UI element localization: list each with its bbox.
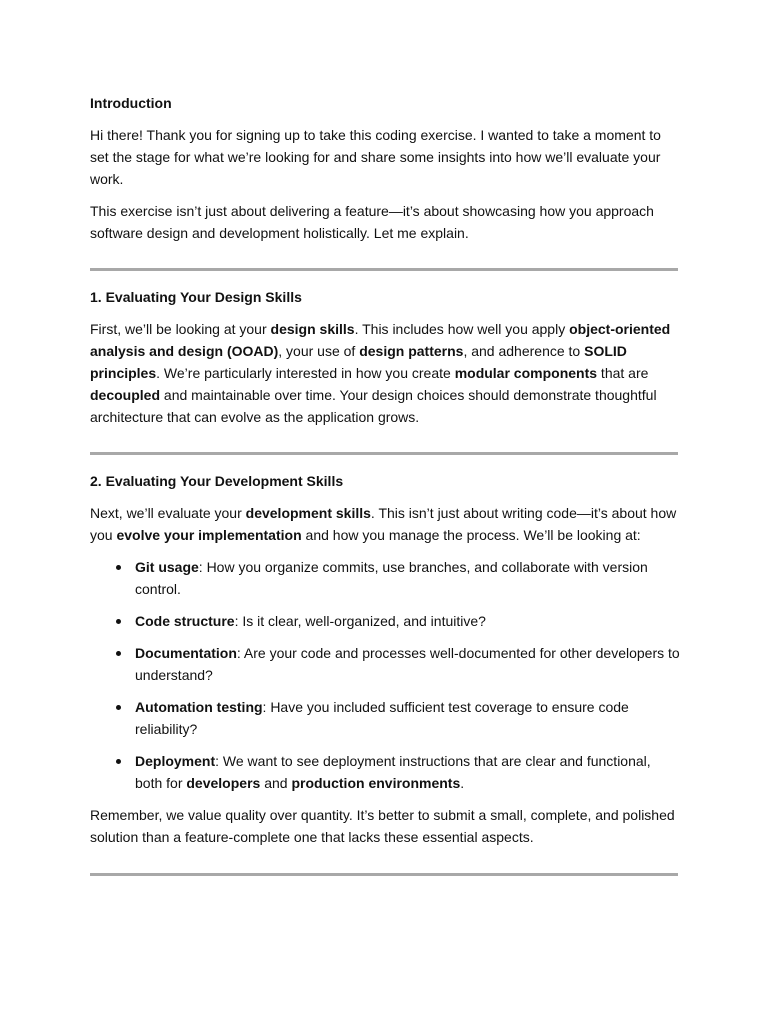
development-text: . This isn’t just about writing code—it’s about how you [90,505,677,543]
evolve-implementation-term: evolve your implementation [116,527,302,543]
design-heading: 1. Evaluating Your Design Skills [90,289,302,305]
section-divider [90,873,678,876]
list-item-term: developers [186,775,261,791]
design-text: First, we’ll be looking at your [90,321,271,337]
bullet-icon [116,565,121,570]
design-text: . We’re particularly interested in how you create [156,365,455,381]
list-item-text: : Have you included sufficient test coverage to ensure code reliability? [135,699,629,737]
list-item-text: : We want to see deployment instructions that are clear and functional, both for [135,753,651,791]
modular-components-term: modular components [454,365,598,381]
list-item-term: Code structure [135,613,235,629]
design-patterns-term: design patterns [359,343,464,359]
intro-paragraph-2: This exercise isn’t just about delivering a feature—it’s about showcasing how you approach software design and development holistically. Let me explain. [90,203,654,241]
design-text: that are [597,365,649,381]
design-skills-term: design skills [270,321,355,337]
list-item-text: : Is it clear, well-organized, and intuitive? [234,613,486,629]
list-item-text: and [260,775,292,791]
list-item [90,696,680,740]
ooad-term: object-oriented analysis and design (OOAD) [90,321,671,359]
design-text: . This includes how well you apply [354,321,570,337]
design-paragraph [90,318,680,428]
list-item-term: production environments [291,775,461,791]
design-text: , and adherence to [463,343,585,359]
intro-heading: Introduction [90,95,172,111]
bullet-icon [116,651,121,656]
list-item-text: : Are your code and processes well-documented for other developers to understand? [135,645,680,683]
section-divider [90,452,678,455]
list-item-term: Deployment [135,753,216,769]
decoupled-term: decoupled [90,387,161,403]
list-item-text: : How you organize commits, use branches, and collaborate with version control. [135,559,648,597]
development-heading: 2. Evaluating Your Development Skills [90,473,344,489]
evaluation-list [90,556,680,794]
list-item [90,610,680,632]
bullet-icon [116,759,121,764]
list-item-term: Automation testing [135,699,263,715]
list-item [90,750,680,794]
section-divider [90,268,678,271]
document-body [90,92,680,891]
list-item [90,556,680,600]
solid-term: SOLID principles [90,343,627,381]
bullet-icon [116,619,121,624]
list-item-term: Git usage [135,559,199,575]
development-text: Next, we’ll evaluate your [90,505,246,521]
development-text: and how you manage the process. We’ll be looking at: [301,527,641,543]
design-text: and maintainable over time. Your design choices should demonstrate thoughtful architecture that can evolve as the application grows. [90,387,657,425]
list-item-term: Documentation [135,645,237,661]
bullet-icon [116,705,121,710]
list-item-text: . [460,775,465,791]
list-item [90,642,680,686]
closing-paragraph: Remember, we value quality over quantity. It’s better to submit a small, complete, and polished solution than a feature-complete one that lacks these essential aspects. [90,807,675,845]
development-skills-term: development skills [245,505,371,521]
design-text: , your use of [278,343,360,359]
development-paragraph [90,502,680,546]
intro-paragraph-1: Hi there! Thank you for signing up to take this coding exercise. I wanted to take a moment to set the stage for what we’re looking for and share some insights into how we’ll evaluate your work. [90,127,661,187]
